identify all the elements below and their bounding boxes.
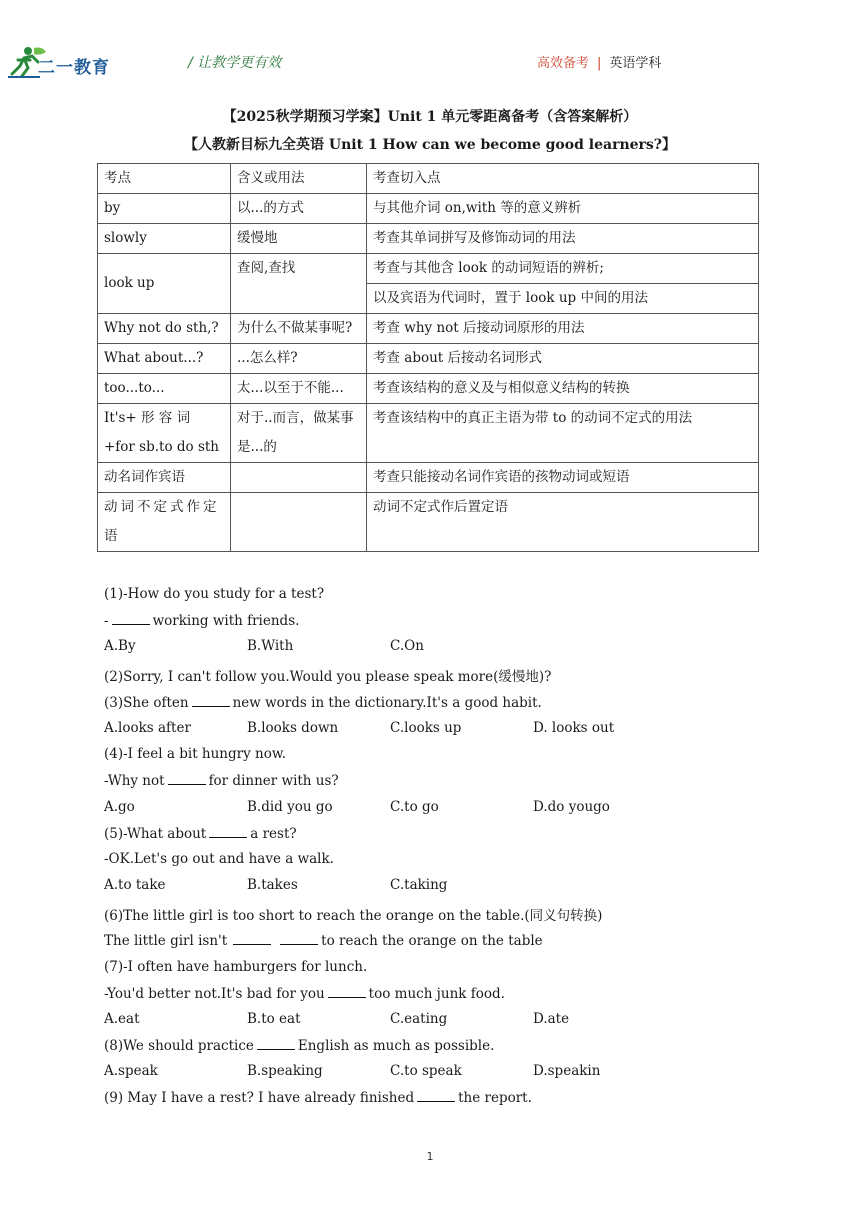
page-number: 1 [426, 1150, 434, 1163]
table-cell: 太...以至于不能... [231, 374, 367, 404]
question-5-reply: -OK.Let's go out and have a walk. [104, 851, 334, 867]
table-cell: 对于..而言，做某事是...的 [231, 404, 367, 463]
answer-blank[interactable] [209, 825, 247, 838]
table-row [98, 254, 759, 284]
table-cell: 缓慢地 [231, 224, 367, 254]
table-cell: 考查 why not 后接动词原形的用法 [367, 314, 759, 344]
table-cell: What about...? [98, 344, 231, 374]
option: D. looks out [533, 720, 615, 736]
table-row [98, 404, 759, 463]
table-cell: 与其他介词 on,with 等的意义辨析 [367, 194, 759, 224]
table-cell [231, 463, 367, 493]
table-cell: 查阅,查找 [231, 254, 367, 314]
question-4-answer-line [104, 772, 339, 789]
question-6-answer-line [104, 932, 543, 949]
option: B.speaking [247, 1063, 323, 1079]
table-cell: 以及宾语为代词时，置于 look up 中间的用法 [367, 284, 759, 314]
option: A.go [104, 799, 135, 815]
option: C.On [390, 638, 424, 654]
text: -You'd better not.It's bad for you [104, 986, 325, 1002]
table-row [98, 314, 759, 344]
text: The little girl isn't [104, 933, 228, 949]
text: a rest? [250, 826, 297, 842]
question-4-stem: (4)-I feel a bit hungry now. [104, 746, 287, 762]
table-cell: 考查只能接动名词作宾语的孩物动词或短语 [367, 463, 759, 493]
header-tag: 高效备考 [537, 56, 590, 71]
table-cell: It's+ 形 容 词 +for sb.to do sth [98, 404, 231, 463]
table-cell: ...怎么样? [231, 344, 367, 374]
text: English as much as possible. [297, 1038, 495, 1054]
option: A.eat [104, 1011, 140, 1027]
question-1-answer-line [104, 612, 299, 629]
option: A.speak [104, 1063, 158, 1079]
answer-blank[interactable] [280, 932, 318, 945]
dash: - [104, 613, 109, 629]
question-7-stem: (7)-I often have hamburgers for lunch. [104, 959, 368, 975]
answer-blank[interactable] [192, 694, 230, 707]
answer-blank[interactable] [233, 932, 271, 945]
text: the report. [458, 1090, 532, 1106]
table-cell: 动名词作宾语 [98, 463, 231, 493]
text: to reach the orange on the table [321, 933, 543, 949]
text: (3)She often [104, 695, 189, 711]
option: C.taking [390, 877, 448, 893]
table-cell: 考查其单词拼写及修饰动词的用法 [367, 224, 759, 254]
table-header: 含义或用法 [231, 164, 367, 194]
table-header-row [98, 164, 759, 194]
table-header: 考查切入点 [367, 164, 759, 194]
table-row [98, 344, 759, 374]
table-cell: 考查该结构中的真正主语为带 to 的动词不定式的用法 [367, 404, 759, 463]
answer-blank[interactable] [168, 772, 206, 785]
table-cell: 考查该结构的意义及与相似意义结构的转换 [367, 374, 759, 404]
table-cell: 动词不定式作后置定语 [367, 493, 759, 552]
option: B.looks down [247, 720, 339, 736]
option: B.takes [247, 877, 298, 893]
question-9-stem [104, 1089, 532, 1106]
question-3-stem [104, 694, 542, 711]
table-cell: by [98, 194, 231, 224]
table-cell: 动词不定式作定语 [98, 493, 231, 552]
table-cell: look up [98, 254, 231, 314]
text: -Why not [104, 773, 165, 789]
table-cell: 考查与其他含 look 的动词短语的辨析; [367, 254, 759, 284]
option: C.to go [390, 799, 439, 815]
table-row [98, 224, 759, 254]
answer-blank[interactable] [257, 1037, 295, 1050]
text: (8)We should practice [104, 1038, 254, 1054]
table-cell: Why not do sth,? [98, 314, 231, 344]
question-8-stem [104, 1037, 494, 1054]
table-header: 考点 [98, 164, 231, 194]
text: (9) May I have a rest? I have already finished [104, 1090, 415, 1106]
option: D.do yougo [533, 799, 610, 815]
text: too much junk food. [368, 986, 505, 1002]
option: C.eating [390, 1011, 448, 1027]
doc-subtitle: 【人教新目标九全英语 Unit 1 How can we become good learners?】 [183, 137, 676, 153]
option: A.to take [104, 877, 166, 893]
answer-blank[interactable] [112, 612, 150, 625]
doc-title: 【2025秋学期预习学案】Unit 1 单元零距离备考（含答案解析） [222, 109, 638, 125]
table-cell: 为什么不做某事呢? [231, 314, 367, 344]
text: (5)-What about [104, 826, 207, 842]
header-slogan: / 让教学更有效 [188, 55, 282, 71]
table-cell [231, 493, 367, 552]
header-subject-name: 英语学科 [609, 56, 662, 71]
logo-text: 二一教育 [38, 58, 110, 78]
option: D.ate [533, 1011, 570, 1027]
question-2-stem: (2)Sorry, I can't follow you.Would you please speak more(缓慢地)? [104, 669, 552, 685]
answer-blank[interactable] [328, 985, 366, 998]
question-6-stem: (6)The little girl is too short to reach the orange on the table.(同义句转换) [104, 908, 603, 924]
table-cell: 以...的方式 [231, 194, 367, 224]
table-cell: slowly [98, 224, 231, 254]
answer-blank[interactable] [417, 1089, 455, 1102]
option: D.speakin [533, 1063, 601, 1079]
text: new words in the dictionary.It's a good habit. [232, 695, 542, 711]
table-cell: too...to... [98, 374, 231, 404]
option: C.to speak [390, 1063, 462, 1079]
table-row [98, 374, 759, 404]
knowledge-table [97, 163, 759, 552]
question-1-stem: (1)-How do you study for a test? [104, 586, 325, 602]
page-header [0, 0, 860, 90]
table-row [98, 463, 759, 493]
table-cell: 考查 about 后接动名词形式 [367, 344, 759, 374]
text: working with friends. [152, 613, 300, 629]
option: A.By [104, 638, 136, 654]
header-separator: | [597, 56, 602, 71]
table-row [98, 493, 759, 552]
text: for dinner with us? [208, 773, 339, 789]
option: C.looks up [390, 720, 462, 736]
option: B.With [247, 638, 294, 654]
question-5-stem [104, 825, 297, 842]
option: B.to eat [247, 1011, 301, 1027]
question-7-answer-line [104, 985, 505, 1002]
header-subject [537, 52, 661, 71]
table-row [98, 194, 759, 224]
option: B.did you go [247, 799, 333, 815]
option: A.looks after [104, 720, 191, 736]
